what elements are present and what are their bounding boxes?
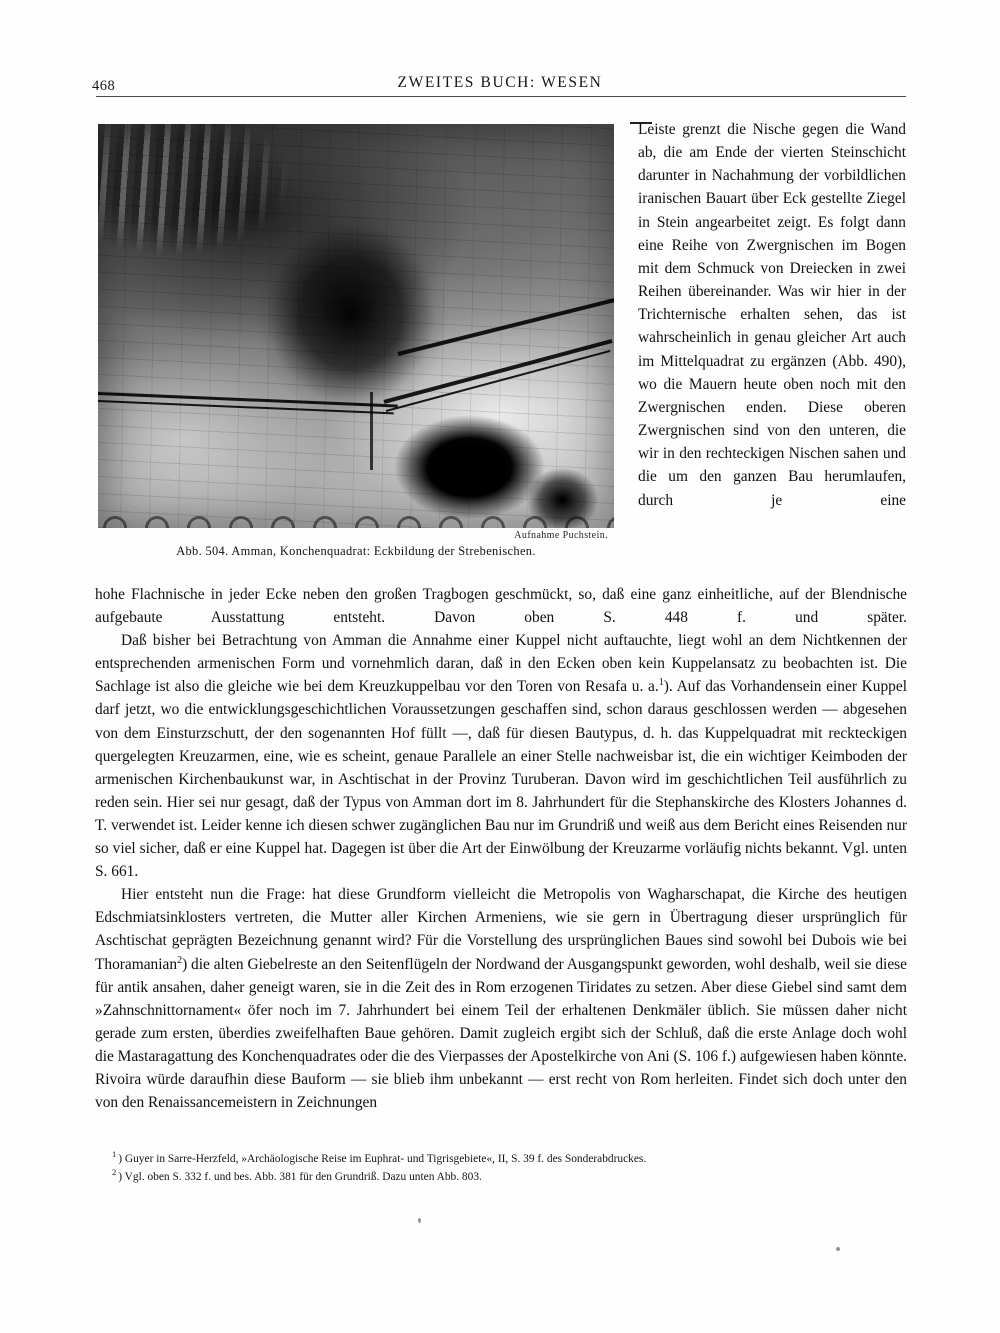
scan-speck — [418, 1218, 421, 1223]
running-head-title: ZWEITES BUCH: WESEN — [397, 74, 603, 91]
footnote-ref-2[interactable]: 2 — [177, 954, 183, 966]
photo-vignette — [98, 124, 614, 528]
photograph-amman-konchenquadrat — [98, 124, 614, 528]
figure-504 — [98, 124, 614, 528]
side-column — [638, 118, 906, 512]
footnote-1-text: ) Guyer in Sarre-Herzfeld, »Archäologische Reise im Euphrat- und Tigrisgebiete«, II, S. 39 f. des Sonderabdruckes. — [118, 1153, 647, 1165]
side-column-paragraph: Leiste grenzt die Nische gegen die Wand ab, die am Ende der vierten Steinschicht darunter in Nachahmung der vorbildlichen iranischen Bauart über Eck gestellte Ziegel in Stein angearbeitet zeigt. Es folgt dann eine Reihe von Zwergnischen im Bogen mit dem Schmuck von Dreiecken in zwei Reihen übereinander. Was wir hier in der Trichternische erhalten sehen, das ist wahrscheinlich in genau gleicher Art auch im Mittelquadrat zu ergänzen (Abb. 490), wo die Mauern heute oben noch mit den Zwergnischen enden. Diese oberen Zwergnischen sind von den unteren, die wir in den rechteckigen Nischen sahen und die um den ganzen Bau herumlaufen, durch je eine — [638, 121, 906, 509]
scan-speck — [836, 1247, 840, 1251]
footnote-1 — [112, 1150, 902, 1168]
body-text — [95, 583, 907, 1114]
body-paragraph-1: hohe Flachnische in jeder Ecke neben den großen Tragbogen geschmückt, so, daß eine ganz einheitliche, auf der Blendnische aufgebaute Ausstattung entsteht. Davon oben S. 448 f. und später. — [95, 586, 907, 627]
body-paragraph-2-tail: ). Auf das Vorhandensein einer Kuppel darf jetzt, wo die entwicklungsgeschichtlichen Voraussetzungen geschaffen sind, schon daraus geschlossen werden — abgesehen von dem Einsturzschutt, der den sogenannten Hof füllt —, daß für diesen Bautypus, d. h. das Kuppelquadrat mit reckteckigen quergelegten Kreuzarmen, eine, wie es scheint, genaue Parallele an einer Stelle nachweisbar ist, die ein wichtiger Keimboden der armenischen Kirchenbaukunst war, in Aschtischat in der Provinz Turuberan. Davon wird im geschichtlichen Teil ausführlich zu reden sein. Hier sei nur gesagt, daß der Typus von Amman dort im 8. Jahrhundert für die Stephanskirche des Klosters Johannes d. T. verwendet ist. Leider kenne ich diesen schwer zugänglichen Bau nur im Grundriß und weiß aus dem Bericht eines Reisenden nur so viel sicher, daß er eine Kuppel hat. Dagegen ist über die Art der Einwölbung der Kreuzarme vorläufig nichts bekannt. Vgl. unten S. 661. — [95, 678, 907, 881]
footnote-2 — [112, 1168, 902, 1186]
photo-credit: Aufnahme Puchstein. — [514, 530, 608, 541]
footnote-2-marker: 2 — [112, 1167, 117, 1178]
body-paragraph-2-lead: Daß bisher bei Betrachtung von Amman die Annahme einer Kuppel nicht auftauchte, liegt wohl an dem Nichtkennen der entsprechenden armenischen Form und vornehmlich daran, daß in den Ecken oben kein Kuppelansatz zu beobachten ist. Die Sachlage ist also die gleiche wie bei dem Kreuzkuppelbau vor den Toren von Resafa u. a. — [95, 632, 907, 696]
footnotes — [112, 1150, 902, 1186]
header-rule — [96, 96, 906, 97]
figure-caption: Abb. 504. Amman, Konchenquadrat: Eckbildung der Strebenischen. — [176, 544, 536, 558]
body-paragraph-3-lead: Hier entsteht nun die Frage: hat diese Grundform vielleicht die Metropolis von Wagharschapat, die Kirche des heutigen Edschmiatsinklosters vertreten, die Mutter aller Kirchen Armeniens, wie sie gern in Übertragung dieser ursprünglich für Aschtischat geprägten Bezeichnung genannt wird? Für die Vorstellung des ursprünglichen Baues sind sowohl bei Dubois wie bei Thoramanian — [95, 886, 907, 973]
page-folio-number: 468 — [92, 78, 116, 94]
footnote-2-text: ) Vgl. oben S. 332 f. und bes. Abb. 381 für den Grundriß. Dazu unten Abb. 803. — [118, 1171, 482, 1183]
body-paragraph-2 — [95, 629, 907, 883]
footnote-ref-1[interactable]: 1 — [658, 677, 664, 689]
body-paragraph-3-tail: ) die alten Giebelreste an den Seitenflügeln der Nordwand der Ausgangspunkt geworden, wohl deshalb, weil sie diese für antik ansahen, daher geneigt waren, sie in die Zeit des in Rom erzogenen Tiridates zu setzen. Aber diese Giebel sind samt dem »Zahnschnittornament« öfer noch im 7. Jahrhundert bei einem Teil der erhaltenen Denkmäler üblich. Sie müssen daher nicht gerade zum ersten, überdies zweifelhaften Baue gehören. Damit zugleich ergibt sich der Schluß, daß die erste Anlage doch wohl die Mastaragattung des Konchenquadrates oder die des Vierpasses der Apostelkirche von Ani (S. 106 f.) aufgewiesen haben könnte. Rivoira würde daraufhin diese Bauform — sie blieb ihm unbekannt — erst recht von Rom herleiten. Findet sich doch unter den von den Renaissancemeistern in Zeichnungen — [95, 955, 907, 1112]
body-paragraph-3 — [95, 883, 907, 1114]
footnote-1-marker: 1 — [112, 1149, 117, 1160]
